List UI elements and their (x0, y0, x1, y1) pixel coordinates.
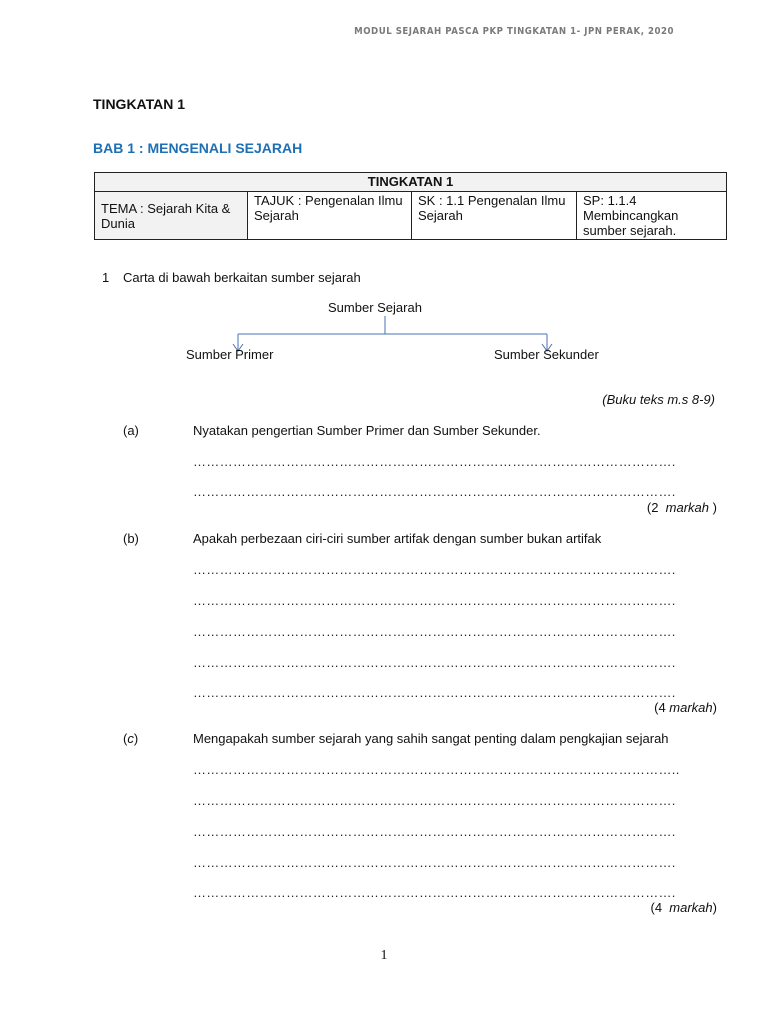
info-cell-tema: TEMA : Sejarah Kita & Dunia (95, 192, 248, 240)
part-a-question: Nyatakan pengertian Sumber Primer dan Sumber Sekunder. (193, 423, 541, 438)
diagram-left-node: Sumber Primer (186, 347, 274, 362)
answer-line[interactable]: ………………………………………………………………………………………………. (193, 485, 676, 499)
answer-line[interactable]: ………………………………………………………………………………………………. (193, 856, 676, 870)
answer-line[interactable]: ………………………………………………………………………………………………. (193, 825, 676, 839)
info-cell-sk: SK : 1.1 Pengenalan Ilmu Sejarah (412, 192, 577, 240)
answer-line[interactable]: ………………………………………………………………………………………………. (193, 656, 676, 670)
diagram-right-node: Sumber Sekunder (494, 347, 599, 362)
chapter-title: BAB 1 : MENGENALI SEJARAH (93, 140, 303, 156)
answer-line[interactable]: ……………………………………………………………………………………………….. (193, 763, 680, 777)
part-c-question: Mengapakah sumber sejarah yang sahih sangat penting dalam pengkajian sejarah (193, 731, 669, 746)
part-b-marks: (4 markah) (654, 700, 717, 715)
answer-line[interactable]: ………………………………………………………………………………………………. (193, 594, 676, 608)
answer-line[interactable]: ………………………………………………………………………………………………. (193, 625, 676, 639)
answer-line[interactable]: ………………………………………………………………………………………………. (193, 686, 676, 700)
part-c-label: (c) (123, 731, 139, 746)
level-heading: TINGKATAN 1 (93, 96, 186, 112)
document-header: MODUL SEJARAH PASCA PKP TINGKATAN 1- JPN PERAK, 2020 (354, 26, 674, 37)
answer-line[interactable]: ………………………………………………………………………………………………. (193, 794, 676, 808)
info-table (94, 172, 727, 240)
part-a-marks: (2 markah ) (646, 500, 717, 515)
part-b-question: Apakah perbezaan ciri-ciri sumber artifak dengan sumber bukan artifak (193, 531, 602, 546)
question-text: Carta di bawah berkaitan sumber sejarah (123, 270, 361, 285)
part-c-marks: (4 markah) (650, 900, 717, 915)
answer-line[interactable]: ………………………………………………………………………………………………. (193, 563, 676, 577)
answer-line[interactable]: ………………………………………………………………………………………………. (193, 886, 676, 900)
info-table-title: TINGKATAN 1 (95, 173, 727, 192)
textbook-reference: (Buku teks m.s 8-9) (602, 392, 715, 407)
page-number: 1 (380, 948, 388, 963)
question-number: 1 (102, 270, 110, 285)
part-a-label: (a) (123, 423, 139, 438)
answer-line[interactable]: ………………………………………………………………………………………………. (193, 455, 676, 469)
info-cell-tajuk: TAJUK : Pengenalan Ilmu Sejarah (248, 192, 412, 240)
part-b-label: (b) (123, 531, 139, 546)
diagram-root-node: Sumber Sejarah (328, 300, 422, 315)
info-cell-sp: SP: 1.1.4 Membincangkan sumber sejarah. (577, 192, 727, 240)
